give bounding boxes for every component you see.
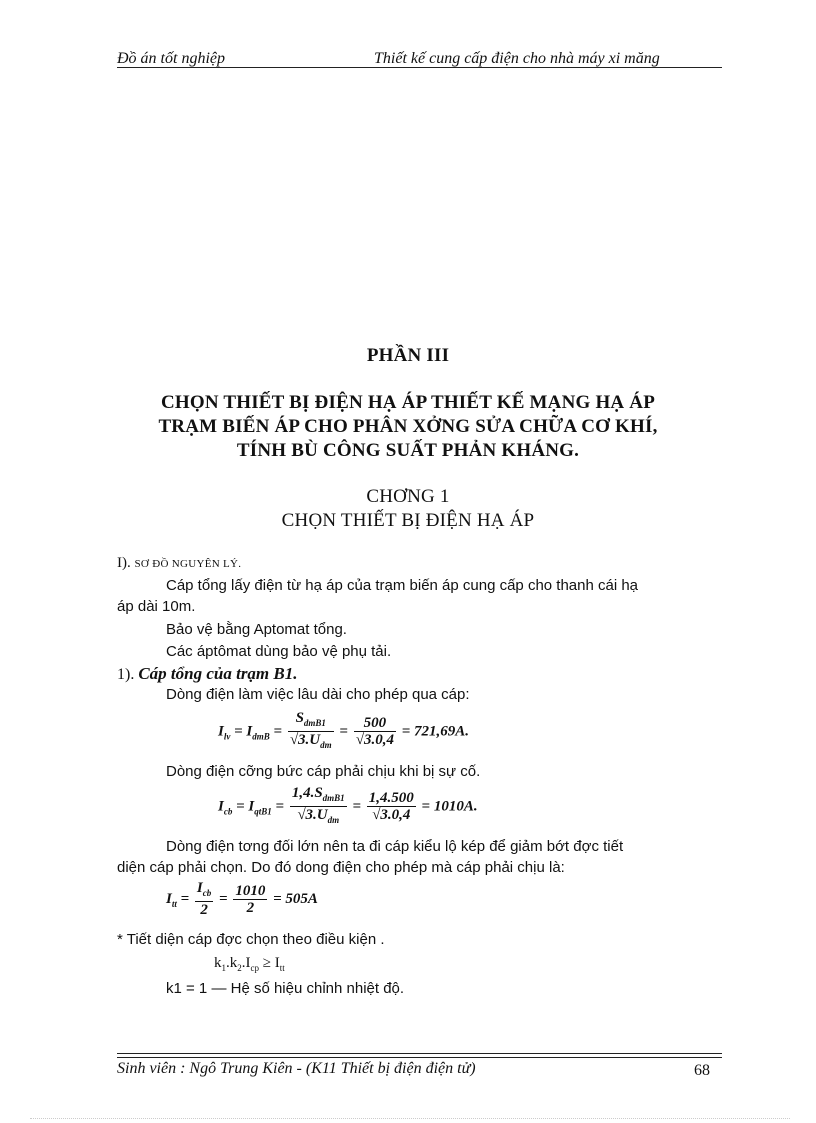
eq1-fraction-numeric: $\frac{500}{√3.0,4}$ — [355, 715, 394, 748]
text-double-cable-line-2: diện cáp phải chọn. Do đó dong điện cho phép mà cáp phải chịu là: — [117, 859, 565, 876]
header-left: Đồ án tốt nghiệp — [117, 50, 225, 67]
eq2-fraction-numeric: $\frac{1,4.500}{√3.0,4}$ — [368, 790, 414, 823]
text-double-cable-line-1: Dòng điện tơng đối lớn nên ta đi cáp kiểu lộ kép để giảm bớt đợc tiết — [166, 838, 624, 855]
section-heading — [117, 555, 241, 572]
equation-2: $I_{cb} = I_{qtB1}$ = $\frac{1,4.S_{dmB1}}{√3.U_{dm}}$ = $\frac{1,4.500}{√3.0,4}$ = 1010A. — [218, 785, 478, 829]
title-line-2: TRẠM BIẾN ÁP CHO PHÂN XỞNG SỬA CHỮA CƠ KHÍ, — [158, 416, 658, 437]
subsection-title: Cáp tổng của trạm B1. — [138, 664, 298, 683]
section-title: SƠ ĐỒ NGUYÊN LÝ. — [134, 558, 242, 570]
eq2-fraction-symbolic: $\frac{1,4.S_{dmB1}}{√3.U_{dm}}$ — [291, 785, 345, 825]
bottom-dotted-border — [30, 1118, 790, 1119]
chapter-label: CHƠNG 1 — [366, 486, 450, 507]
subsection-label: 1). — [117, 666, 135, 683]
header-right: Thiết kế cung cấp điện cho nhà máy xi măng — [374, 50, 660, 67]
paragraph-1-line-2: áp dài 10m. — [117, 598, 196, 615]
paragraph-2: Bảo vệ bằng Aptomat tổng. — [166, 621, 347, 638]
k1-note: k1 = 1 — Hệ số hiệu chỉnh nhiệt độ. — [166, 980, 405, 997]
eq1-fraction-symbolic: $\frac{S_{dmB1}}{√3.U_{dm}}$ — [289, 710, 332, 750]
title-line-3: TÍNH BÙ CÔNG SUẤT PHẢN KHÁNG. — [236, 440, 580, 461]
eq3-fraction-symbolic: $\frac{I_{cb}}{2}$ — [196, 880, 212, 918]
subsection-heading — [117, 664, 298, 684]
part-title: PHẦN III — [366, 345, 450, 366]
footer-rule-bottom — [117, 1057, 722, 1058]
footer-rule-top — [117, 1053, 722, 1054]
equation-1: $I_{lv} = I_{dmB}$ = $\frac{S_{dmB1}}{√3.U_{dm}}$ = $\frac{500}{√3.0,4}$ = 721,69A. — [218, 710, 469, 754]
condition-formula: $k_1.k_2.I_{cp} \ge I_{tt}$ — [214, 955, 285, 973]
eq3-result: 505A — [285, 890, 318, 907]
footer-student: Sinh viên : Ngô Trung Kiên - (K11 Thiết bị điện điện tử) — [117, 1060, 476, 1077]
eq3-fraction-numeric: $\frac{1010}{2}$ — [235, 882, 266, 916]
header-rule — [117, 67, 722, 68]
title-line-1: CHỌN THIẾT BỊ ĐIỆN HẠ ÁP THIẾT KẾ MẠNG HẠ ÁP — [160, 392, 656, 413]
criteria-text: * Tiết diện cáp đợc chọn theo điều kiện . — [117, 931, 385, 948]
section-label: I). — [117, 555, 131, 571]
eq2-result: 1010A — [433, 798, 474, 815]
page-number: 68 — [694, 1062, 710, 1079]
eq1-result: 721,69A — [414, 723, 466, 740]
text-current-longterm: Dòng điện làm việc lâu dài cho phép qua cáp: — [166, 686, 470, 703]
chapter-title: CHỌN THIẾT BỊ ĐIỆN HẠ ÁP — [281, 510, 535, 531]
paragraph-3: Các áptômat dùng bảo vệ phụ tải. — [166, 643, 392, 660]
text-forced-current: Dòng điện cỡng bức cáp phải chịu khi bị sự cố. — [166, 763, 481, 780]
equation-3: $I_{tt}$ = $\frac{I_{cb}}{2}$ = $\frac{1010}{2}$ = 505A — [166, 880, 318, 918]
paragraph-1-line-1: Cáp tổng lấy điện từ hạ áp của trạm biến áp cung cấp cho thanh cái hạ — [166, 577, 639, 594]
